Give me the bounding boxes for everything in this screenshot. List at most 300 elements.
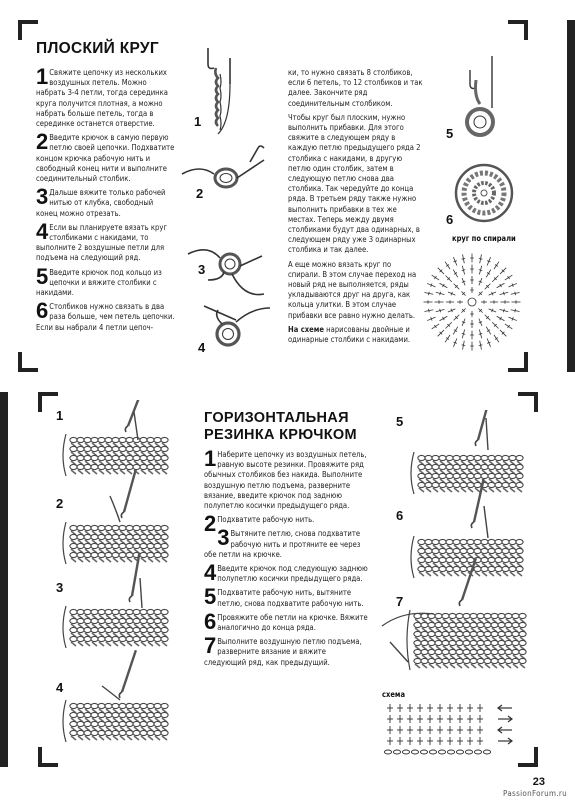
drawing-stroke: [147, 703, 154, 708]
scheme-bold-label: На схеме: [288, 324, 325, 334]
drawing-stroke: [446, 464, 453, 469]
step-number: 3: [217, 525, 230, 551]
drawing-stroke: [491, 649, 498, 654]
frame-corner: [518, 392, 538, 412]
drawing-stroke: [161, 534, 168, 539]
drawing-stroke: [456, 649, 463, 654]
drawing-stroke: [435, 622, 442, 627]
drawing-stroke: [154, 437, 161, 442]
drawing-stroke: [106, 642, 111, 646]
drawing-stroke: [110, 496, 120, 522]
drawing-stroke: [425, 464, 432, 469]
drawing-stroke: [467, 455, 474, 460]
instruction-step: [204, 560, 370, 586]
drawing-stroke: [105, 730, 112, 735]
figure-label: 2: [56, 496, 64, 511]
drawing-stroke: [98, 712, 105, 717]
drawing-stroke: [481, 464, 488, 469]
drawing-stroke: [467, 548, 474, 553]
drawing-stroke: [456, 613, 463, 618]
drawing-stroke: [461, 488, 466, 492]
step-text: Провяжите обе петли на крючке. Вяжите аналогично до конца ряда.: [217, 612, 368, 633]
drawing-stroke: [126, 618, 133, 623]
section2-title-line1: ГОРИЗОНТАЛЬНАЯ: [204, 410, 349, 426]
step-text: Подхватите рабочую нить, вытяните петлю, снова подхватите рабочую нить.: [217, 588, 364, 608]
drawing-stroke: [147, 446, 154, 451]
drawing-stroke: [475, 440, 478, 446]
drawing-stroke: [154, 464, 161, 469]
drawing-stroke: [512, 640, 519, 645]
step-text: Вытяните петлю, снова подхватите рабочую нить и протяните ее через обе петли на крючке.: [204, 529, 361, 559]
drawing-stroke: [488, 455, 495, 460]
drawing-stroke: [161, 609, 168, 614]
drawing-stroke: [433, 572, 438, 576]
drawing-stroke: [509, 473, 516, 478]
drawing-stroke: [92, 558, 97, 562]
drawing-stroke: [134, 412, 138, 440]
section2-steps: [204, 446, 370, 672]
drawing-stroke: [91, 552, 98, 557]
drawing-stroke: [161, 636, 168, 641]
drawing-stroke: [446, 548, 453, 553]
drawing-stroke: [428, 292, 429, 296]
drawing-stroke: [446, 566, 453, 571]
drawing-stroke: [106, 558, 111, 562]
drawing-stroke: [474, 566, 481, 571]
drawing-stroke: [505, 658, 512, 663]
drawing-stroke: [161, 543, 168, 548]
drawing-stroke: [463, 649, 470, 654]
drawing-stroke: [133, 437, 140, 442]
drawing-stroke: [119, 712, 126, 717]
drawing-stroke: [140, 636, 147, 641]
drawing-stroke: [446, 473, 453, 478]
drawing-stroke: [443, 664, 448, 668]
drawing-stroke: [140, 627, 147, 632]
drawing-stroke: [479, 333, 482, 334]
drawing-stroke: [516, 464, 523, 469]
drawing-stroke: [105, 636, 112, 641]
drawing-stroke: [470, 640, 477, 645]
drawing-stroke: [126, 552, 133, 557]
drawing-stroke: [91, 464, 98, 469]
instruction-step: [36, 129, 176, 184]
drawing-stroke: [474, 750, 481, 754]
drawing-stroke: [474, 539, 481, 544]
drawing-stroke: [453, 548, 460, 553]
step-number: 7: [204, 633, 217, 659]
drawing-stroke: [112, 703, 119, 708]
drawing-stroke: [127, 642, 132, 646]
drawing-stroke: [481, 548, 488, 553]
drawing-stroke: [519, 649, 526, 654]
drawing-stroke: [418, 539, 425, 544]
scheme-text: нарисованы двойные и одинарные столбики с накидами.: [288, 324, 411, 345]
drawing-stroke: [77, 455, 84, 460]
drawing-stroke: [133, 618, 140, 623]
drawing-stroke: [488, 473, 495, 478]
drawing-stroke: [154, 712, 161, 717]
drawing-stroke: [77, 543, 84, 548]
drawing-stroke: [498, 658, 505, 663]
drawing-stroke: [499, 664, 504, 668]
drawing-stroke: [440, 572, 445, 576]
drawing-stroke: [119, 464, 126, 469]
drawing-stroke: [489, 488, 494, 492]
drawing-stroke: [133, 534, 140, 539]
drawing-stroke: [63, 700, 66, 742]
drawing-stroke: [470, 631, 477, 636]
drawing-stroke: [415, 664, 420, 668]
drawing-stroke: [446, 539, 453, 544]
instruction-step: [36, 218, 176, 264]
frame-corner: [508, 20, 528, 40]
drawing-stroke: [464, 664, 469, 668]
step-text: Выполните воздушную петлю подъема, разверните вязание и вяжите следующий ряд, как предыдущий.: [204, 637, 362, 667]
drawing-stroke: [474, 482, 481, 487]
drawing-stroke: [85, 470, 90, 474]
spiral-scheme-diagram: [422, 246, 522, 356]
drawing-stroke: [161, 455, 168, 460]
drawing-stroke: [84, 437, 91, 442]
right-edge-bar: [567, 20, 575, 372]
drawing-stroke: [154, 455, 161, 460]
drawing-stroke: [489, 572, 494, 576]
drawing-stroke: [465, 750, 472, 754]
instruction-step: [36, 64, 176, 129]
drawing-stroke: [492, 664, 497, 668]
drawing-stroke: [99, 470, 104, 474]
drawing-stroke: [503, 572, 508, 576]
drawing-stroke: [470, 658, 477, 663]
section1-column2: [288, 68, 424, 345]
drawing-stroke: [71, 470, 76, 474]
drawing-stroke: [519, 631, 526, 636]
drawing-stroke: [484, 649, 491, 654]
drawing-stroke: [77, 730, 84, 735]
drawing-stroke: [119, 455, 126, 460]
drawing-stroke: [147, 712, 154, 717]
drawing-stroke: [141, 642, 146, 646]
drawing-stroke: [484, 622, 491, 627]
drawing-stroke: [78, 470, 83, 474]
drawing-stroke: [119, 525, 126, 530]
drawing-stroke: [119, 446, 126, 451]
drawing-stroke: [429, 750, 436, 754]
paragraph: ки, то нужно связать 8 столбиков, если 6 петель, то 12 столбиков и так далее. Закончите ряд соединительным столбиком.: [288, 68, 423, 108]
drawing-stroke: [447, 750, 454, 754]
drawing-stroke: [486, 418, 488, 450]
step-number: 4: [204, 560, 217, 586]
drawing-stroke: [432, 455, 439, 460]
drawing-stroke: [126, 543, 133, 548]
drawing-stroke: [418, 482, 425, 487]
drawing-stroke: [70, 618, 77, 623]
drawing-stroke: [495, 566, 502, 571]
drawing-stroke: [488, 539, 495, 544]
drawing-stroke: [155, 642, 160, 646]
drawing-stroke: [106, 736, 111, 740]
drawing-stroke: [127, 736, 132, 740]
drawing-stroke: [477, 649, 484, 654]
drawing-stroke: [126, 455, 133, 460]
drawing-stroke: [84, 552, 91, 557]
ring-illustration: [182, 146, 264, 187]
step-text: Если вы планируете вязать круг столбиками с накидами, то выполните 2 воздушные петли для подъема на следующий ряд.: [36, 222, 167, 263]
drawing-stroke: [454, 488, 459, 492]
drawing-stroke: [474, 464, 481, 469]
drawing-stroke: [162, 558, 167, 562]
drawing-stroke: [467, 557, 474, 562]
drawing-stroke: [106, 470, 111, 474]
drawing-stroke: [461, 572, 466, 576]
drawing-stroke: [512, 622, 519, 627]
drawing-stroke: [421, 613, 428, 618]
drawing-stroke: [484, 658, 491, 663]
section1-title: ПЛОСКИЙ КРУГ: [36, 40, 159, 57]
page-number: 23: [532, 776, 545, 788]
drawing-stroke: [505, 631, 512, 636]
drawing-stroke: [98, 609, 105, 614]
drawing-stroke: [84, 525, 91, 530]
drawing-stroke: [484, 640, 491, 645]
drawing-stroke: [147, 543, 154, 548]
drawing-stroke: [460, 566, 467, 571]
drawing-stroke: [126, 712, 133, 717]
drawing-stroke: [435, 613, 442, 618]
drawing-stroke: [509, 566, 516, 571]
drawing-stroke: [105, 721, 112, 726]
drawing-stroke: [119, 534, 126, 539]
drawing-stroke: [119, 618, 126, 623]
drawing-stroke: [154, 543, 161, 548]
drawing-stroke: [84, 609, 91, 614]
drawing-stroke: [140, 525, 147, 530]
drawing-stroke: [161, 437, 168, 442]
drawing-stroke: [141, 558, 146, 562]
drawing-stroke: [161, 464, 168, 469]
instruction-step: [204, 584, 370, 610]
drawing-stroke: [112, 712, 119, 717]
drawing-stroke: [140, 703, 147, 708]
drawing-stroke: [502, 548, 509, 553]
drawing-stroke: [126, 446, 133, 451]
step-text: Введите крючок под следующую заднюю полупетлю косички предыдущего ряда.: [217, 564, 368, 584]
drawing-stroke: [462, 345, 466, 346]
drawing-stroke: [140, 543, 147, 548]
drawing-stroke: [84, 543, 91, 548]
step-text: Подхватите рабочую нить.: [217, 515, 315, 525]
drawing-stroke: [491, 613, 498, 618]
drawing-stroke: [91, 721, 98, 726]
drawing-stroke: [133, 712, 140, 717]
drawing-stroke: [477, 622, 484, 627]
drawing-stroke: [513, 664, 518, 668]
drawing-stroke: [98, 552, 105, 557]
instruction-step: [36, 298, 176, 333]
drawing-stroke: [91, 730, 98, 735]
drawing-stroke: [84, 618, 91, 623]
drawing-stroke: [91, 455, 98, 460]
drawing-stroke: [502, 464, 509, 469]
drawing-stroke: [120, 642, 125, 646]
drawing-stroke: [140, 464, 147, 469]
drawing-stroke: [479, 258, 483, 259]
step-number: 5: [36, 263, 49, 289]
drawing-stroke: [126, 703, 133, 708]
drawing-stroke: [477, 640, 484, 645]
drawing-stroke: [446, 455, 453, 460]
drawing-stroke: [126, 534, 133, 539]
drawing-stroke: [411, 750, 418, 754]
drawing-stroke: [475, 572, 480, 576]
drawing-stroke: [425, 482, 432, 487]
drawing-stroke: [119, 437, 126, 442]
drawing-stroke: [519, 613, 526, 618]
drawing-stroke: [148, 558, 153, 562]
drawing-stroke: [154, 552, 161, 557]
drawing-stroke: [450, 664, 455, 668]
drawing-stroke: [112, 636, 119, 641]
drawing-stroke: [484, 631, 491, 636]
drawing-stroke: [99, 642, 104, 646]
drawing-stroke: [161, 703, 168, 708]
drawing-stroke: [474, 479, 484, 522]
step-number: 4: [36, 218, 49, 244]
drawing-stroke: [411, 452, 414, 494]
drawing-stroke: [133, 721, 140, 726]
drawing-stroke: [147, 609, 154, 614]
drawing-stroke: [162, 736, 167, 740]
drawing-stroke: [435, 658, 442, 663]
drawing-stroke: [84, 534, 91, 539]
drawing-stroke: [63, 606, 66, 648]
drawing-stroke: [126, 464, 133, 469]
step-number: 2: [204, 511, 217, 537]
drawing-stroke: [85, 736, 90, 740]
drawing-stroke: [498, 613, 505, 618]
site-watermark: PassionForum.ru: [503, 789, 567, 798]
drawing-stroke: [154, 730, 161, 735]
drawing-stroke: [478, 410, 490, 440]
drawing-stroke: [70, 703, 77, 708]
drawing-stroke: [516, 566, 523, 571]
drawing-stroke: [482, 572, 487, 576]
drawing-stroke: [134, 642, 139, 646]
drawing-stroke: [442, 658, 449, 663]
drawing-stroke: [436, 664, 441, 668]
drawing-stroke: [91, 609, 98, 614]
drawing-stroke: [509, 464, 516, 469]
drawing-stroke: [155, 470, 160, 474]
drawing-stroke: [519, 640, 526, 645]
drawing-stroke: [463, 631, 470, 636]
drawing-stroke: [112, 455, 119, 460]
drawing-stroke: [453, 482, 460, 487]
figure-label: 4: [198, 340, 206, 355]
drawing-stroke: [428, 622, 435, 627]
drawing-stroke: [120, 558, 125, 562]
drawing-stroke: [105, 703, 112, 708]
drawing-stroke: [70, 609, 77, 614]
drawing-stroke: [140, 534, 147, 539]
drawing-stroke: [516, 557, 523, 562]
drawing-stroke: [119, 627, 126, 632]
drawing-stroke: [460, 464, 467, 469]
drawing-stroke: [495, 548, 502, 553]
frame-corner: [38, 747, 58, 767]
figure-label: 5: [396, 414, 404, 429]
drawing-stroke: [435, 640, 442, 645]
drawing-stroke: [70, 464, 77, 469]
drawing-stroke: [113, 470, 118, 474]
drawing-stroke: [133, 446, 140, 451]
drawing-stroke: [481, 539, 488, 544]
drawing-stroke: [512, 613, 519, 618]
drawing-stroke: [426, 572, 431, 576]
drawing-stroke: [113, 558, 118, 562]
drawing-stroke: [77, 464, 84, 469]
drawing-stroke: [432, 482, 439, 487]
drawing-stroke: [491, 631, 498, 636]
drawing-stroke: [421, 631, 428, 636]
drawing-stroke: [463, 640, 470, 645]
drawing-stroke: [119, 636, 126, 641]
drawing-stroke: [418, 464, 425, 469]
drawing-stroke: [63, 434, 66, 476]
drawing-stroke: [418, 548, 425, 553]
drawing-stroke: [435, 649, 442, 654]
instruction-step: [204, 511, 370, 537]
drawing-stroke: [147, 464, 154, 469]
drawing-stroke: [112, 609, 119, 614]
drawing-stroke: [119, 552, 126, 557]
drawing-stroke: [70, 552, 77, 557]
drawing-stroke: [112, 464, 119, 469]
drawing-stroke: [99, 558, 104, 562]
drawing-stroke: [112, 525, 119, 530]
drawing-stroke: [84, 446, 91, 451]
drawing-stroke: [140, 712, 147, 717]
drawing-stroke: [495, 464, 502, 469]
drawing-stroke: [133, 455, 140, 460]
drawing-stroke: [456, 622, 463, 627]
drawing-stroke: [70, 437, 77, 442]
drawing-stroke: [440, 292, 441, 295]
drawing-stroke: [98, 543, 105, 548]
drawing-stroke: [502, 455, 509, 460]
drawing-stroke: [140, 721, 147, 726]
ribbing-scheme-diagram: [382, 700, 522, 756]
drawing-stroke: [498, 649, 505, 654]
drawing-stroke: [429, 664, 434, 668]
instruction-step: [36, 263, 176, 299]
drawing-stroke: [512, 649, 519, 654]
drawing-stroke: [467, 539, 474, 544]
drawing-stroke: [154, 446, 161, 451]
drawing-stroke: [141, 736, 146, 740]
drawing-stroke: [515, 309, 516, 313]
drawing-stroke: [471, 522, 474, 528]
drawing-stroke: [70, 455, 77, 460]
drawing-stroke: [154, 703, 161, 708]
drawing-stroke: [488, 482, 495, 487]
drawing-stroke: [119, 543, 126, 548]
drawing-stroke: [140, 446, 147, 451]
drawing-stroke: [502, 482, 509, 487]
drawing-stroke: [148, 736, 153, 740]
drawing-stroke: [126, 636, 133, 641]
